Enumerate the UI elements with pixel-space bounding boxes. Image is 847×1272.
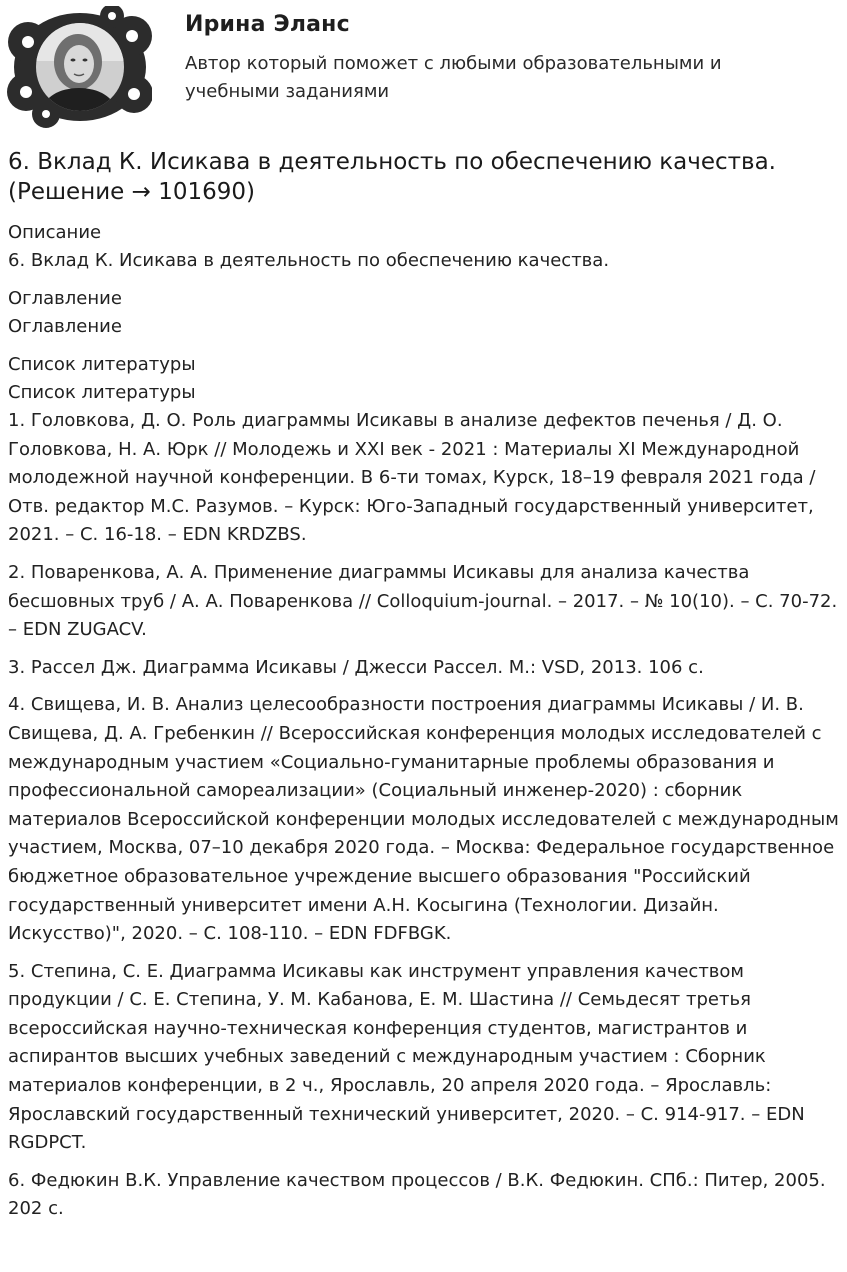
- reference-item: 6. Федюкин В.К. Управление качеством процессов / В.К. Федюкин. СПб.: Питер, 2005. 202 с.: [8, 1169, 826, 1220]
- reference-item: 3. Рассел Дж. Диаграмма Исикавы / Джесси Рассел. М.: VSD, 2013. 106 с.: [8, 656, 704, 678]
- author-name: Ирина Эланс: [185, 12, 350, 37]
- author-avatar: [6, 6, 152, 128]
- author-header: [0, 0, 847, 140]
- toc-text: Оглавление: [8, 316, 122, 337]
- document-body: [8, 147, 842, 1233]
- references-heading: Список литературы: [8, 354, 196, 375]
- toc-heading: Оглавление: [8, 288, 122, 309]
- avatar-film-frame: [6, 6, 152, 128]
- description-text: 6. Вклад К. Исикава в деятельность по обеспечению качества.: [8, 250, 610, 271]
- description-heading: Описание: [8, 222, 102, 243]
- reference-item: 5. Степина, С. Е. Диаграмма Исикавы как инструмент управления качеством продукции / С. Е. Степина, У. М. Кабанова, Е. М. Шастина // Семьдесят третья всероссийская научно-техническая конференция студентов, магистрантов и аспирантов высших учебных заведений с международным участием : Сборник материалов конференции, в 2 ч., Ярославль, 20 апреля 2020 года. – Ярославль: Ярославский государственный технический университет, 2020. – С. 914-917. – EDN RGDPCT.: [8, 960, 805, 1154]
- page-title: 6. Вклад К. Исикава в деятельность по обеспечению качества. (Решение → 101690): [8, 149, 776, 205]
- toc-section: [8, 285, 842, 341]
- references-subheading: Список литературы: [8, 382, 196, 403]
- references-section: [8, 351, 842, 1224]
- author-description: Автор который поможет с любыми образовательными и учебными заданиями: [185, 53, 722, 102]
- reference-item: 1. Головкова, Д. О. Роль диаграммы Исикавы в анализе дефектов печенья / Д. О. Головкова, Н. А. Юрк // Молодежь и XXI век - 2021 : Материалы XI Международной молодежной научной конференции. В 6-ти томах, Курск, 18–19 февраля 2021 года / Отв. редактор М.С. Разумов. – Курск: Юго-Западный государственный университет, 2021. – С. 16-18. – EDN KRDZBS.: [8, 410, 816, 546]
- reference-item: 2. Поваренкова, А. А. Применение диаграммы Исикавы для анализа качества бесшовных труб / А. А. Поваренкова // Colloquium-journal. – 2017. – № 10(10). – С. 70-72. – EDN ZUGACV.: [8, 561, 838, 641]
- description-section: [8, 219, 842, 275]
- reference-item: 4. Свищева, И. В. Анализ целесообразности построения диаграммы Исикавы / И. В. Свищева, Д. А. Гребенкин // Всероссийская конференция молодых исследователей с международным участием «Социально-гуманитарные проблемы образования и профессиональной самореализации» (Социальный инженер-2020) : сборник материалов Всероссийской конференции молодых исследователей с международным участием, Москва, 07–10 декабря 2020 года. – Москва: Федеральное государственное бюджетное образовательное учреждение высшего образования "Российский государственный университет имени А.Н. Косыгина (Технологии. Дизайн. Искусство)", 2020. – С. 108-110. – EDN FDFBGK.: [8, 694, 839, 945]
